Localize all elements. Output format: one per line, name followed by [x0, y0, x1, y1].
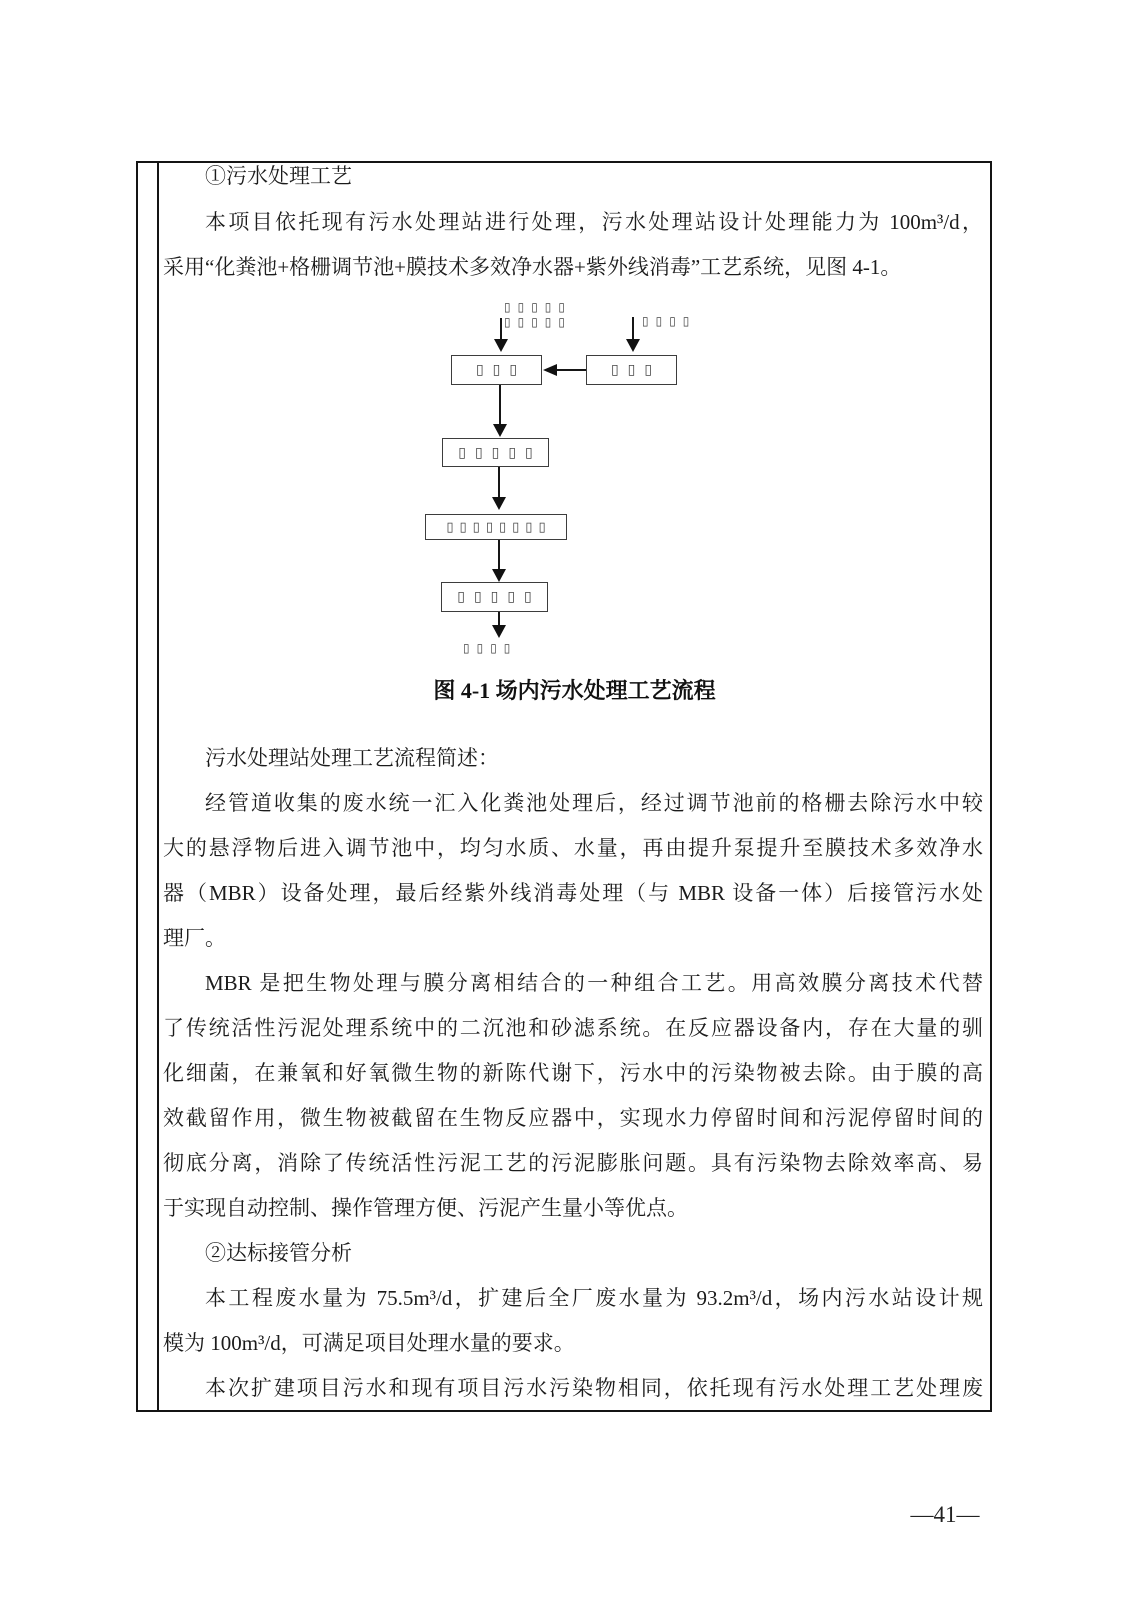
process-flow-diagram: [420, 295, 712, 667]
text-line: MBR 是把生物处理与膜分离相结合的一种组合工艺。用高效膜分离技术代替: [205, 971, 983, 995]
flow-arrow-line: [632, 317, 634, 339]
text-line: ①污水处理工艺: [205, 164, 352, 188]
flow-arrow-head-icon: [493, 424, 507, 437]
flow-arrow-head-icon: [492, 625, 506, 638]
table-gutter-divider: [157, 163, 159, 1410]
text-line: 本工程废水量为 75.5m³/d，扩建后全厂废水量为 93.2m³/d，场内污水站设计规: [205, 1286, 983, 1310]
flow-label-effluent: ▯▯▯▯: [463, 641, 518, 655]
text-line: 本次扩建项目污水和现有项目污水污染物相同，依托现有污水处理工艺处理废: [205, 1376, 983, 1400]
text-line: 化细菌，在兼氧和好氧微生物的新陈代谢下，污水中的污染物被去除。由于膜的高: [163, 1061, 983, 1085]
text-line: 于实现自动控制、操作管理方便、污泥产生量小等优点。: [163, 1196, 688, 1220]
flow-box-stage2: [442, 438, 549, 467]
text-line: 了传统活性污泥处理系统中的二沉池和砂滤系统。在反应器设备内，存在大量的驯: [163, 1016, 983, 1040]
text-line: 大的悬浮物后进入调节池中，均匀水质、水量，再由提升泵提升至膜技术多效净水: [163, 836, 983, 860]
flow-arrow-head-icon: [492, 569, 506, 582]
flow-box-side: [586, 355, 677, 385]
flow-arrow-line: [500, 318, 502, 339]
flow-box-stage4: [441, 582, 548, 612]
text-line: 器（MBR）设备处理，最后经紫外线消毒处理（与 MBR 设备一体）后接管污水处: [163, 881, 983, 905]
text-line: 污水处理站处理工艺流程简述：: [205, 746, 499, 770]
flow-box-label: ▯▯▯▯▯: [458, 444, 542, 461]
flow-arrow-head-icon: [543, 364, 557, 376]
text-line: 理厂。: [163, 926, 226, 950]
text-line: ②达标接管分析: [205, 1241, 352, 1265]
flow-label-influent-left-line2: ▯▯▯▯▯: [504, 315, 573, 329]
text-line: 效截留作用，微生物被截留在生物反应器中，实现水力停留时间和污泥停留时间的: [163, 1106, 983, 1130]
flow-label-influent-right: ▯▯▯▯: [642, 314, 697, 328]
flow-arrow-line: [498, 467, 500, 497]
text-line: 采用“化粪池+格栅调节池+膜技术多效净水器+紫外线消毒”工艺系统，见图 4-1。: [163, 255, 902, 279]
flow-box-label: ▯▯▯▯▯: [457, 589, 541, 605]
text-line: 本项目依托现有污水处理站进行处理，污水处理站设计处理能力为 100m³/d，: [205, 209, 983, 234]
paragraph-bottom: [163, 736, 983, 1411]
flow-box-stage1: [451, 355, 542, 385]
flow-box-label: ▯▯▯: [610, 362, 662, 378]
flow-arrow-head-icon: [492, 497, 506, 510]
text-line: 模为 100m³/d，可满足项目处理水量的要求。: [163, 1331, 575, 1355]
flow-arrow-line: [498, 612, 500, 625]
figure-caption: 图 4-1 场内污水处理工艺流程: [433, 678, 716, 703]
flow-arrow-line: [498, 540, 500, 569]
flow-box-label: ▯▯▯: [475, 362, 527, 378]
paragraph-top: [163, 154, 983, 291]
flow-arrow-line: [557, 369, 586, 371]
flow-arrow-head-icon: [626, 339, 640, 352]
text-line: 经管道收集的废水统一汇入化粪池处理后，经过调节池前的格栅去除污水中较: [205, 791, 983, 815]
flow-arrow-head-icon: [494, 339, 508, 352]
flow-box-stage3: [425, 514, 567, 540]
flow-label-influent-left-line1: ▯▯▯▯▯: [504, 300, 573, 314]
page-number: —41—: [910, 1502, 980, 1527]
flow-box-label: ▯▯▯▯▯▯▯▯: [446, 519, 552, 535]
text-line: 彻底分离，消除了传统活性污泥工艺的污泥膨胀问题。具有污染物去除效率高、易: [163, 1151, 983, 1175]
flow-arrow-line: [499, 385, 501, 424]
